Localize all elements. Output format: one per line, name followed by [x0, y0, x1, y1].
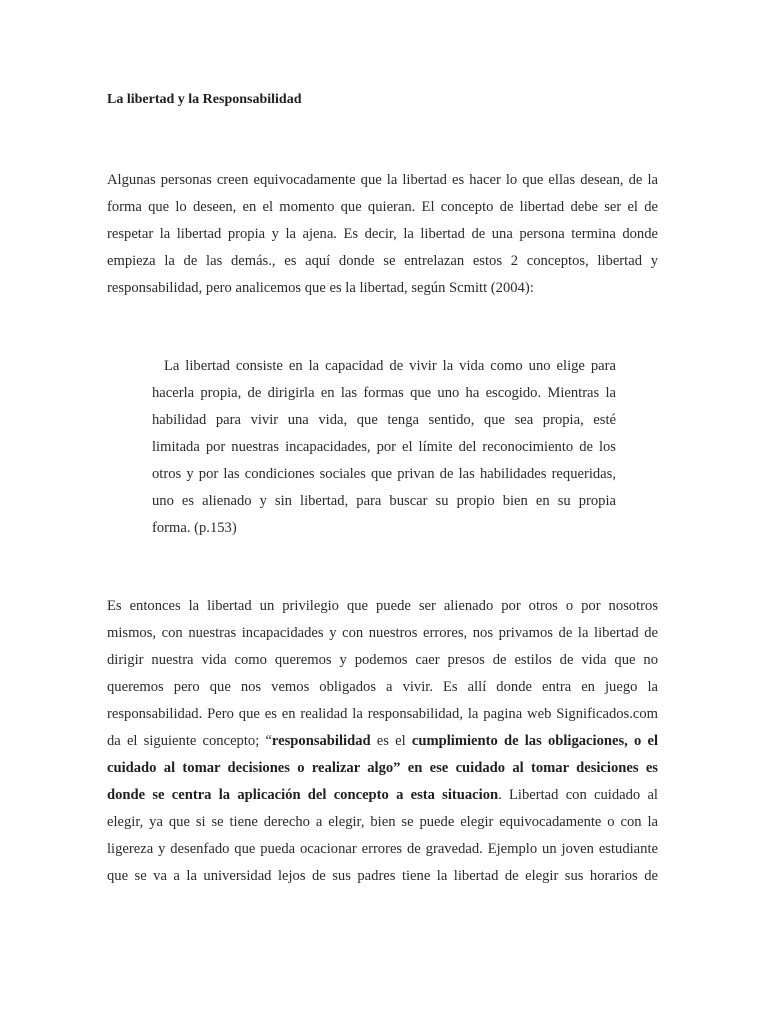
text-line-mixed: [107, 782, 658, 809]
quote-line: hacerla propia, de dirigirla en las formas que uno ha escogido. Mientras la: [152, 385, 616, 401]
text-line: forma que lo deseen, en el momento que quieran. El concepto de libertad debe ser el de: [107, 199, 658, 215]
text-line: queremos pero que nos vemos obligados a vivir. Es allí donde entra en juego la: [107, 679, 658, 695]
quote-line: habilidad para vivir una vida, que tenga sentido, que sea propia, esté: [152, 412, 616, 428]
text-line: dirigir nuestra vida como queremos y podemos caer presos de estilos de vida que no: [107, 652, 658, 668]
text-line: responsabilidad, pero analicemos que es la libertad, según Scmitt (2004):: [107, 280, 534, 296]
text-line: ligereza y desenfado que pueda ocacionar errores de gravedad. Ejemplo un joven estudiante: [107, 841, 658, 857]
paragraph-responsibility: [107, 593, 658, 890]
text-line: responsabilidad. Pero que es en realidad la responsabilidad, la pagina web Significados.com: [107, 706, 658, 722]
text-line-mixed: [107, 728, 658, 755]
quote-line: limitada por nuestras incapacidades, por el límite del reconocimiento de los: [152, 439, 616, 455]
text-line: Es entonces la libertad un privilegio que puede ser alienado por otros o por nosotros: [107, 598, 658, 614]
text-line: elegir, ya que si se tiene derecho a elegir, bien se puede elegir equivocadamente o con la: [107, 814, 658, 830]
bold-definition: cumplimiento de las obligaciones, o el: [411, 733, 658, 749]
bold-line: cuidado al tomar decisiones o realizar algo” en ese cuidado al tomar desiciones es: [107, 760, 658, 776]
document-title: La libertad y la Responsabilidad: [107, 92, 302, 107]
quote-line: uno es alienado y sin libertad, para buscar su propio bien en su propia: [152, 493, 616, 509]
block-quote: [152, 353, 616, 542]
text-line: que se va a la universidad lejos de sus padres tiene la libertad de elegir sus horarios de: [107, 868, 658, 884]
paragraph-intro: [107, 167, 658, 302]
text-run: . Libertad con cuidado al: [498, 787, 658, 803]
quote-line: La libertad consiste en la capacidad de vivir la vida como uno elige para: [152, 358, 616, 374]
text-run: da el siguiente concepto; “: [107, 733, 272, 749]
bold-term: responsabilidad: [271, 733, 371, 749]
bold-definition: donde se centra la aplicación del concepto a esta situacion: [107, 787, 499, 803]
text-line: respetar la libertad propia y la ajena. Es decir, la libertad de una persona termina donde: [107, 226, 658, 242]
text-line: mismos, con nuestras incapacidades y con nuestros errores, nos privamos de la libertad de: [107, 625, 658, 641]
text-run: es el: [370, 733, 412, 749]
quote-line: otros y por las condiciones sociales que privan de las habilidades requeridas,: [152, 466, 616, 482]
text-line: Algunas personas creen equivocadamente que la libertad es hacer lo que ellas desean, de la: [107, 172, 658, 188]
quote-line: forma. (p.153): [152, 520, 237, 536]
text-line: empieza la de las demás., es aquí donde se entrelazan estos 2 conceptos, libertad y: [107, 253, 658, 269]
